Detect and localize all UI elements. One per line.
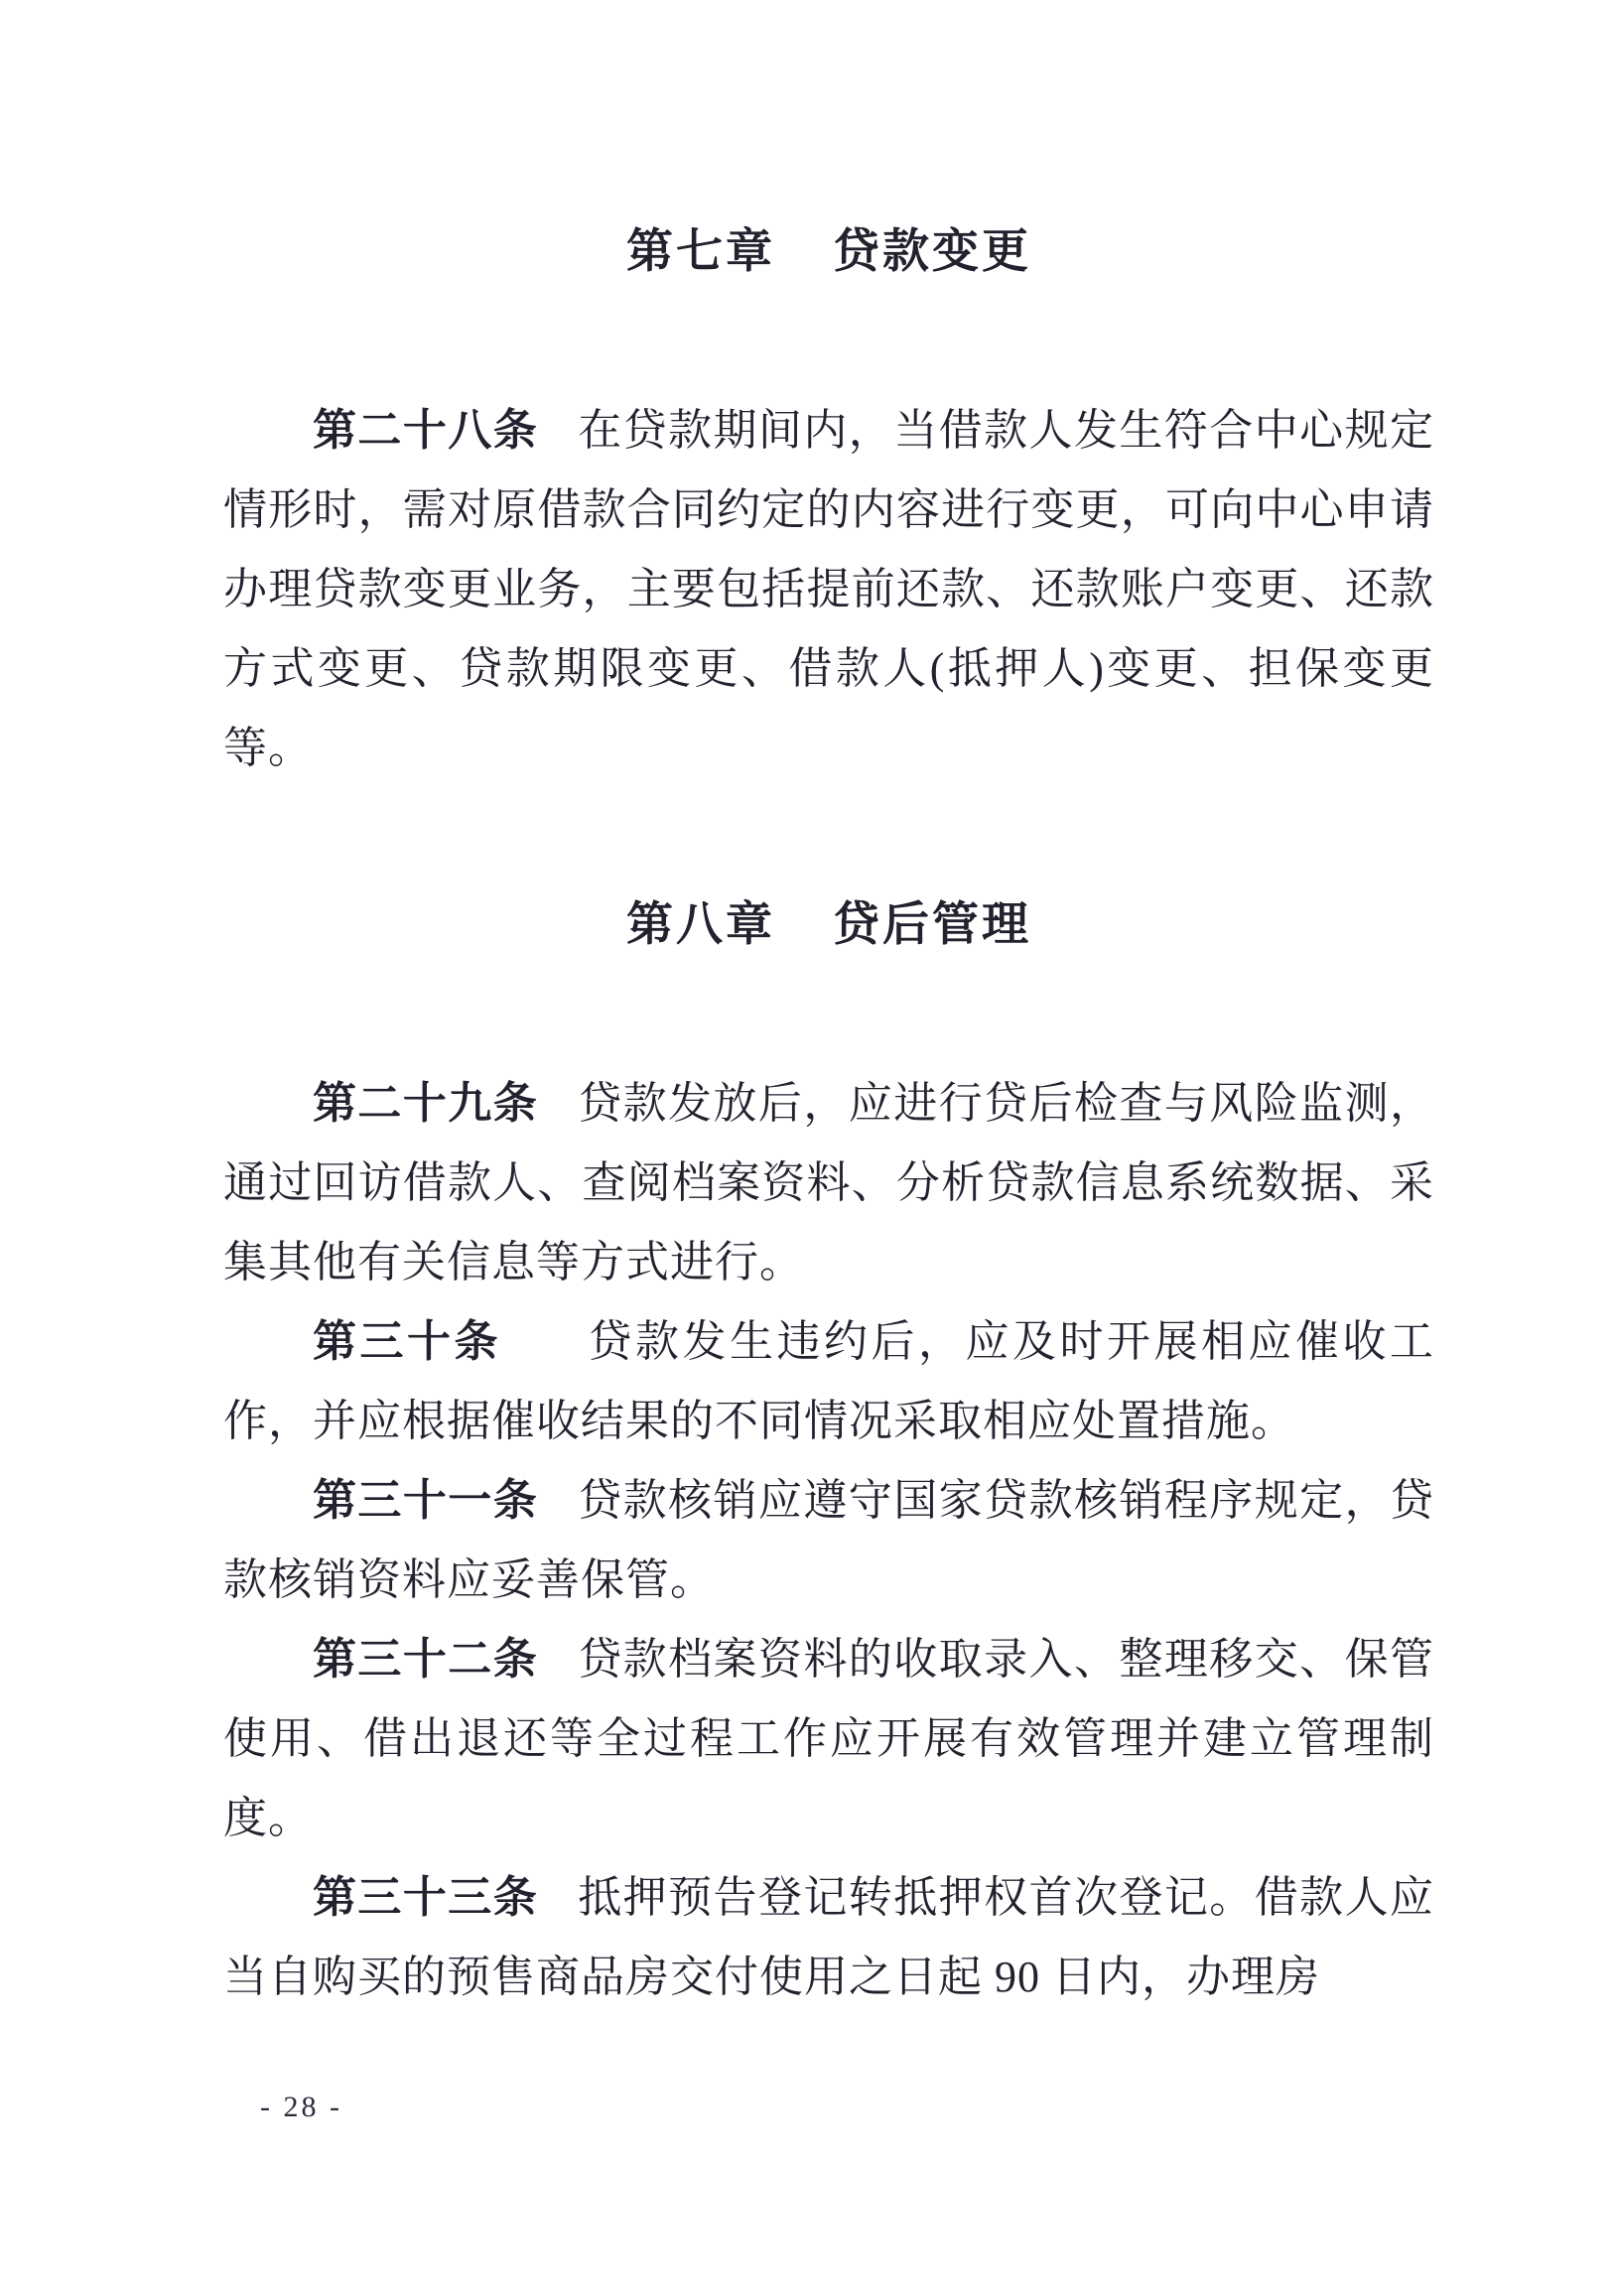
chapter-eight-title: 贷后管理 [833, 899, 1031, 951]
article-32-label: 第三十二条 [313, 1635, 539, 1684]
article-28-paragraph [223, 391, 1434, 788]
chapter-seven-heading [223, 222, 1434, 282]
article-30-label: 第三十条 [313, 1317, 501, 1366]
article-33-paragraph [223, 1858, 1434, 2017]
article-33-text: 抵押预告登记转抵押权首次登记。借款人应当自购买的预售商品房交付使用之日起 90 日内，办理房 [223, 1873, 1435, 2001]
article-30-text: 贷款发生违约后，应及时开展相应催收工作，并应根据催收结果的不同情况采取相应处置措施。 [223, 1317, 1434, 1445]
chapter-seven-number: 第七章 [626, 226, 775, 278]
article-32-text: 贷款档案资料的收取录入、整理移交、保管使用、借出退还等全过程工作应开展有效管理并建立管理制度。 [223, 1635, 1435, 1842]
article-31-paragraph [223, 1461, 1434, 1620]
chapter-seven-title: 贷款变更 [833, 226, 1031, 278]
article-29-label: 第二十九条 [313, 1079, 539, 1128]
page-number: - 28 - [260, 2091, 342, 2123]
article-29-text: 贷款发放后，应进行贷后检查与风险监测，通过回访借款人、查阅档案资料、分析贷款信息系统数据、采集其他有关信息等方式进行。 [223, 1079, 1435, 1286]
article-30-paragraph [223, 1302, 1434, 1461]
article-31-label: 第三十一条 [313, 1476, 539, 1525]
article-31-text: 贷款核销应遵守国家贷款核销程序规定，贷款核销资料应妥善保管。 [223, 1476, 1435, 1604]
chapter-eight-heading [223, 895, 1434, 955]
article-28-text: 在贷款期间内，当借款人发生符合中心规定情形时，需对原借款合同约定的内容进行变更，可向中心申请办理贷款变更业务，主要包括提前还款、还款账户变更、还款方式变更、贷款期限变更、借款人(抵押人)变更、担保变更等。 [223, 406, 1435, 772]
article-29-paragraph [223, 1064, 1434, 1302]
chapter-eight-number: 第八章 [626, 899, 775, 951]
article-28-label: 第二十八条 [313, 406, 539, 455]
article-33-label: 第三十三条 [313, 1873, 539, 1922]
article-32-paragraph [223, 1620, 1434, 1858]
